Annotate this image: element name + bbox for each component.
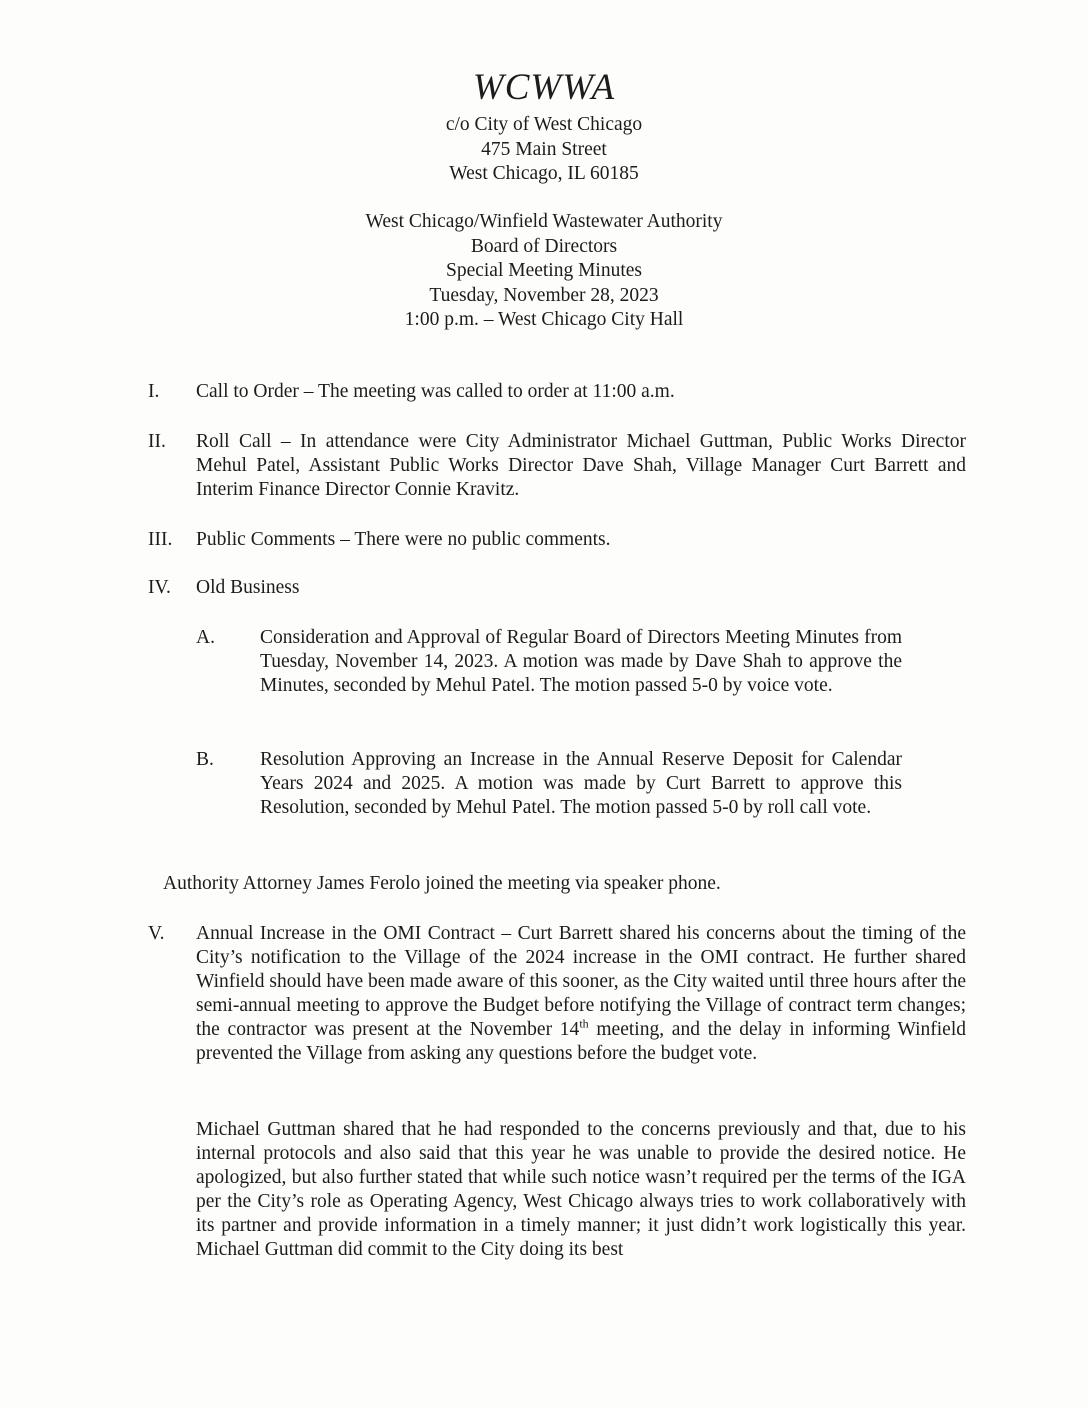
item-number: V. xyxy=(148,923,165,944)
meeting-header xyxy=(0,210,1088,333)
address-line: 475 Main Street xyxy=(481,138,607,160)
meeting-type: Special Meeting Minutes xyxy=(445,260,643,281)
item-v-text-part2: meeting, and the delay in informing Winfield prevented the Village from asking any questions before the budget vote. xyxy=(196,1019,966,1064)
address-line: West Chicago, IL 60185 xyxy=(449,163,639,184)
board-name: Board of Directors xyxy=(470,235,618,257)
item-number: I. xyxy=(148,381,160,402)
item-number: III. xyxy=(148,529,173,550)
address-line: c/o City of West Chicago xyxy=(445,114,643,135)
attendance-note: Authority Attorney James Ferolo joined the meeting via speaker phone. xyxy=(163,873,721,894)
subitem-letter: B. xyxy=(196,749,214,770)
subitem-text: Consideration and Approval of Regular Board of Directors Meeting Minutes from Tuesday, November 14, 2023. A motion was made by Dave Shah to approve the Minutes, seconded by Mehul Patel. The motion passed 5-0 by voice vote. xyxy=(260,627,902,696)
item-v-paragraph-2: Michael Guttman shared that he had responded to the concerns previously and that, due to his internal protocols and also said that this year he was unable to provide the desired notice. He apologized, but also further stated that while such notice wasn’t required per the terms of the IGA per the City’s role as Operating Agency, West Chicago always tries to work collaboratively with its partner and provide information in a timely manner; it just didn’t work logistically this year. Michael Guttman did commit to the City doing its best xyxy=(196,1119,966,1260)
meeting-time-location: 1:00 p.m. – West Chicago City Hall xyxy=(404,309,684,330)
subitem-text: Resolution Approving an Increase in the Annual Reserve Deposit for Calendar Years 2024 and 2025. A motion was made by Curt Barrett to approve this Resolution, seconded by Mehul Patel. The motion passed 5-0 by roll call vote. xyxy=(260,749,902,818)
item-v-text-part1: Annual Increase in the OMI Contract – Curt Barrett shared his concerns about the timing of the City’s notification to the Village of the 2024 increase in the OMI contract. He further shared Winfield should have been made aware of this sooner, as the City waited until three hours after the semi-annual meeting to approve the Budget before notifying the Village of contract term changes; the contractor was present at the November 14 xyxy=(196,923,966,1040)
item-text: Call to Order – The meeting was called to order at 11:00 a.m. xyxy=(196,381,675,402)
authority-name: West Chicago/Winfield Wastewater Authority xyxy=(365,211,723,232)
subitem-letter: A. xyxy=(196,627,215,648)
item-text xyxy=(196,922,966,1066)
item-number: II. xyxy=(148,431,166,452)
meeting-date: Tuesday, November 28, 2023 xyxy=(429,284,659,306)
address-block xyxy=(0,113,1088,187)
item-number: IV. xyxy=(148,577,171,598)
item-text: Roll Call – In attendance were City Administrator Michael Guttman, Public Works Director Mehul Patel, Assistant Public Works Director Dave Shah, Village Manager Curt Barrett and Interim Finance Director Connie Kravitz. xyxy=(196,431,966,500)
ordinal-suffix: th xyxy=(579,1016,589,1031)
item-text: Old Business xyxy=(196,577,300,598)
logo-text: WCWWA xyxy=(472,67,616,108)
item-text: Public Comments – There were no public comments. xyxy=(196,529,611,550)
